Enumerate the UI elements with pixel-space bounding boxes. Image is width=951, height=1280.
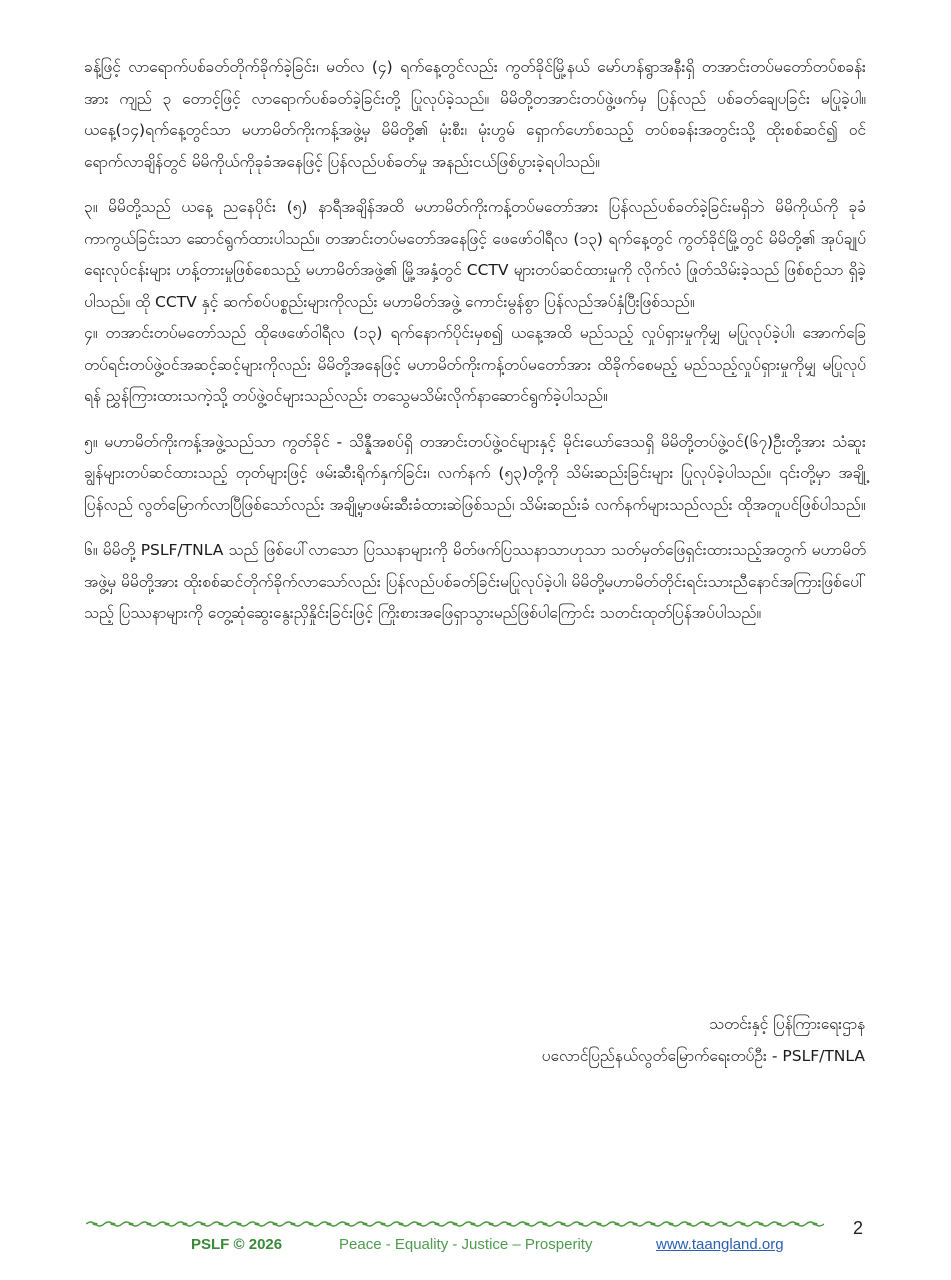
paragraph-continuation: ခန့်ဖြင့် လာရောက်ပစ်ခတ်တိုက်ခိုက်ခဲ့ခြင်း၊ မတ်လ (၄) ရက်နေ့တွင်လည်း ကွတ်ခိုင်မြို့နယ် မော်ဟန်ရွာအနီးရှိ တအာင်းတပ်မတော်တပ်စခန်းအား ကျည် ၃ တောင့်ဖြင့် လာရောက်ပစ်ခတ်ခဲ့ခြင်းတို့ ပြုလုပ်ခဲ့သည်။ မိမိတို့တအာင်းတပ်ဖွဲ့ဖက်မှ ပြန်လည် ပစ်ခတ်ချေပခြင်း မပြုခဲ့ပါ။ ယနေ့(၁၄)ရက်နေ့တွင်သာ မဟာမိတ်ကိုးကန့်အဖွဲ့မှ မိမိတို့၏ မုံးစီး၊ မုံးဟွမ် ရှောက်ဟော်စသည့် တပ်စခန်းအတွင်းသို့ ထိုးစစ်ဆင်၍ ဝင်ရောက်လာချိန်တွင် မိမိကိုယ်ကိုခုခံအနေဖြင့် ပြန်လည်ပစ်ခတ်မှု အနည်းငယ်ဖြစ်ပွားခဲ့ရပါသည်။ xyxy=(84,58,866,171)
paragraph-4: ၄။ တအာင်းတပ်မတော်သည် ထိုဖေဖော်ဝါရီလ (၁၃) ရက်နောက်ပိုင်းမှစ၍ ယနေ့အထိ မည်သည့် လှုပ်ရှားမှုကိုမျှ မပြုလုပ်ခဲ့ပါ၊ အောက်ခြေတပ်ရင်းတပ်ဖွဲ့ဝင်အဆင့်ဆင့်များကိုလည်း မိမိတို့အနေဖြင့် မဟာမိတ်ကိုးကန့်တပ်မတော်အား ထိခိုက်စေမည့် မည်သည့်လှုပ်ရှားမှုကိုမျှ မပြုလုပ်ရန် ညွှန်ကြားထားသကဲ့သို့ တပ်ဖွဲ့ဝင်များသည်လည်း တသွေမသိမ်းလိုက်နာဆောင်ရွက်ခဲ့ပါသည်။ xyxy=(84,324,866,405)
page-number: 2 xyxy=(852,1218,863,1238)
signature-department: သတင်းနှင့် ပြန်ကြားရေးဌာန xyxy=(709,1015,865,1033)
footer-copyright: PSLF © 2026 xyxy=(191,1236,283,1253)
footer-website-link[interactable]: www.taangland.org xyxy=(656,1236,784,1253)
document-body xyxy=(84,52,866,630)
paragraph-3: ၃။ မိမိတို့သည် ယနေ့ ညနေပိုင်း (၅) နာရီအချိန်အထိ မဟာမိတ်ကိုးကန့်တပ်မတော်အား ပြန်လည်ပစ်ခတ်ခဲ့ခြင်းမရှိဘဲ မိမိကိုယ်ကို ခုခံကာကွယ်ခြင်းသာ ဆောင်ရွက်ထားပါသည်။ တအာင်းတပ်မတော်အနေဖြင့် ဖေဖော်ဝါရီလ (၁၃) ရက်နေ့တွင် ကွတ်ခိုင်မြို့တွင် မိမိတို့၏ အုပ်ချုပ်ရေးလုပ်ငန်းများ ဟန့်တားမှုဖြစ်စေသည့် မဟာမိတ်အဖွဲ့၏ မြို့အနှံ့တွင် CCTV များတပ်ဆင်ထားမှုကို လိုက်လံ ဖြုတ်သိမ်းခဲ့သည် ဖြစ်စဉ်သာ ရှိခဲ့ပါသည်။ ထို CCTV နှင့် ဆက်စပ်ပစ္စည်းများကိုလည်း မဟာမိတ်အဖွဲ့ ကောင်းမွန်စွာ ပြန်လည်အပ်နှံပြီးဖြစ်သည်။ xyxy=(84,198,866,311)
page-footer xyxy=(0,1236,951,1258)
paragraph-6: ၆။ မိမိတို့ PSLF/TNLA သည် ဖြစ်ပေါ်လာသော ပြဿနာများကို မိတ်ဖက်ပြဿနာသာဟုသာ သတ်မှတ်ဖြေရှင်းထားသည့်အတွက် မဟာမိတ်အဖွဲ့မှ မိမိတို့အား ထိုးစစ်ဆင်တိုက်ခိုက်လာသော်လည်း ပြန်လည်ပစ်ခတ်ခြင်းမပြုလုပ်ခဲ့ပါ၊ မိမိတို့မဟာမိတ်တိုင်းရင်းသားညီနောင်အကြားဖြစ်ပေါ်သည့် ပြဿနာများကို တွေ့ဆုံဆွေးနွေးညှိနှိုင်းခြင်းဖြင့် ကြိုးစားအဖြေရှာသွားမည်ဖြစ်ပါကြောင်း သတင်းထုတ်ပြန်အပ်ပါသည်။ xyxy=(84,541,866,622)
signature-organization: ပလောင်ပြည်နယ်လွတ်မြောက်ရေးတပ်ဦး - PSLF/TNLA xyxy=(541,1047,865,1065)
signature-block xyxy=(542,1008,865,1072)
footer-motto: Peace - Equality - Justice – Prosperity xyxy=(339,1236,593,1253)
decorative-vine-rule xyxy=(86,1219,824,1229)
paragraph-5: ၅။ မဟာမိတ်ကိုးကန့်အဖွဲ့သည်သာ ကွတ်ခိုင် - သိန္နီအစပ်ရှိ တအာင်းတပ်ဖွဲ့ဝင်များနှင့် မိုင်းယော်ဒေသရှိ မိမိတို့တပ်ဖွဲ့ဝင်(၆၇)ဦးတို့အား သံဆူးချွန်များတပ်ဆင်ထားသည့် တုတ်များဖြင့် ဖမ်းဆီးရိုက်နှက်ခြင်း၊ လက်နက် (၅၃)တို့ကို သိမ်းဆည်းခြင်းများ ပြုလုပ်ခဲ့ပါသည်။ ၎င်းတို့မှာ အချို့ပြန်လည် လွတ်မြောက်လာပြီဖြစ်သော်လည်း အချို့မှာဖမ်းဆီးခံထားဆဲဖြစ်သည်၊ သိမ်းဆည်းခံ လက်နက်များသည်လည်း ထိုအတူပင်ဖြစ်ပါသည်။ xyxy=(84,432,866,514)
